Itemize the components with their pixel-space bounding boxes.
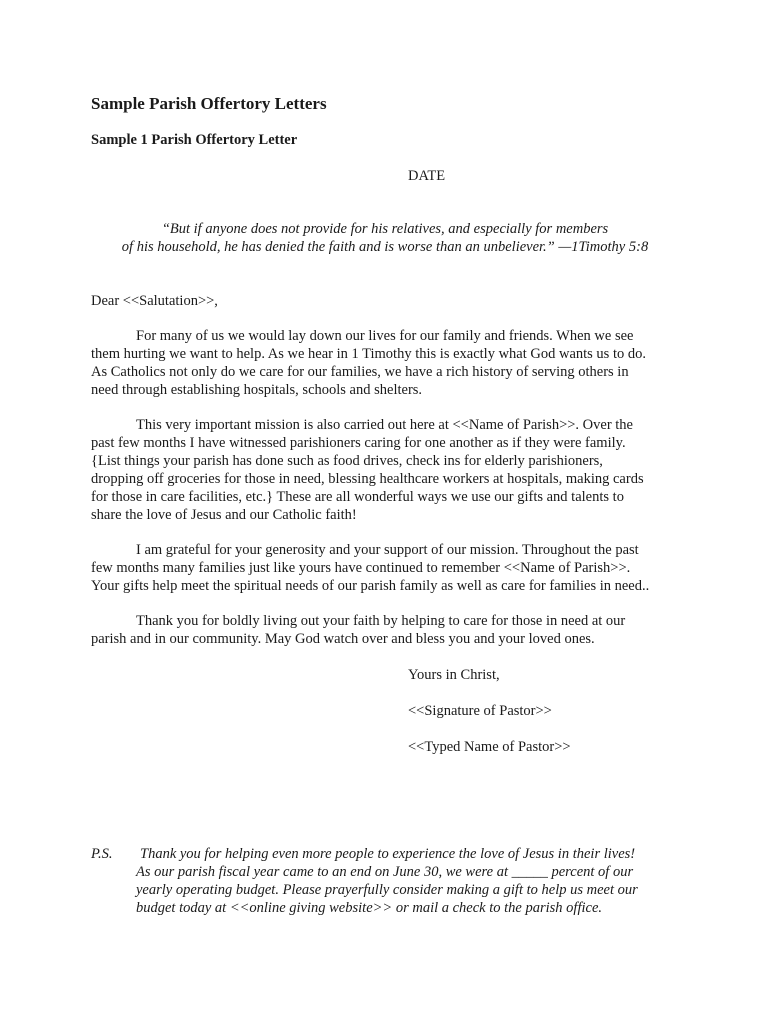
document-subtitle: Sample 1 Parish Offertory Letter bbox=[91, 132, 298, 148]
body-paragraph bbox=[91, 328, 681, 400]
ps-line: As our parish fiscal year came to an end on June 30, we were at _____ percent of our bbox=[136, 863, 634, 880]
ps-line: yearly operating budget. Please prayerfully consider making a gift to help us meet our bbox=[136, 881, 638, 898]
ps-label: P.S. bbox=[91, 846, 113, 862]
document-title: Sample Parish Offertory Letters bbox=[91, 94, 327, 113]
typed-name-placeholder: <<Typed Name of Pastor>> bbox=[408, 739, 571, 755]
signature-placeholder: <<Signature of Pastor>> bbox=[408, 703, 552, 719]
paragraph-line: share the love of Jesus and our Catholic faith! bbox=[91, 506, 357, 523]
paragraph-line: parish and in our community. May God watch over and bless you and your loved ones. bbox=[91, 630, 595, 647]
date-placeholder: DATE bbox=[408, 168, 446, 184]
paragraph-line: few months many families just like yours have continued to remember <<Name of Parish>>. bbox=[91, 559, 631, 576]
paragraph-line: dropping off groceries for those in need, blessing healthcare workers at hospitals, making cards bbox=[91, 470, 644, 487]
body-paragraph bbox=[91, 542, 681, 596]
paragraph-line: This very important mission is also carried out here at <<Name of Parish>>. Over the bbox=[136, 417, 633, 433]
paragraph-line: I am grateful for your generosity and your support of our mission. Throughout the past bbox=[136, 542, 639, 558]
paragraph-line: Thank you for boldly living out your faith by helping to care for those in need at our bbox=[136, 613, 626, 629]
paragraph-line: past few months I have witnessed parishioners caring for one another as if they were family. bbox=[91, 434, 626, 451]
paragraph-line: As Catholics not only do we care for our families, we have a rich history of serving others in bbox=[91, 363, 629, 380]
valediction: Yours in Christ, bbox=[408, 667, 500, 683]
ps-line: budget today at <<online giving website>> or mail a check to the parish office. bbox=[136, 899, 603, 916]
body-paragraph bbox=[91, 613, 681, 649]
paragraph-line: need through establishing hospitals, schools and shelters. bbox=[91, 381, 423, 398]
scripture-quote-line: of his household, he has denied the faith and is worse than an unbeliever.” —1Timothy 5:8 bbox=[121, 239, 649, 255]
scripture-quote-line: “But if anyone does not provide for his relatives, and especially for members bbox=[161, 221, 609, 237]
paragraph-line: For many of us we would lay down our lives for our family and friends. When we see bbox=[136, 328, 634, 344]
ps-body bbox=[136, 846, 638, 918]
paragraph-line: Your gifts help meet the spiritual needs of our parish family as well as care for families in need.. bbox=[91, 577, 650, 594]
ps-line: Thank you for helping even more people to experience the love of Jesus in their lives! bbox=[140, 846, 636, 862]
paragraph-line: {List things your parish has done such as food drives, check ins for elderly parishioners, bbox=[91, 452, 603, 469]
salutation: Dear <<Salutation>>, bbox=[91, 293, 218, 309]
body-paragraph bbox=[91, 417, 681, 524]
paragraph-line: for those in care facilities, etc.} These are all wonderful ways we use our gifts and talents to bbox=[91, 488, 624, 505]
paragraph-line: them hurting we want to help. As we hear in 1 Timothy this is exactly what God wants us to do. bbox=[91, 345, 646, 362]
